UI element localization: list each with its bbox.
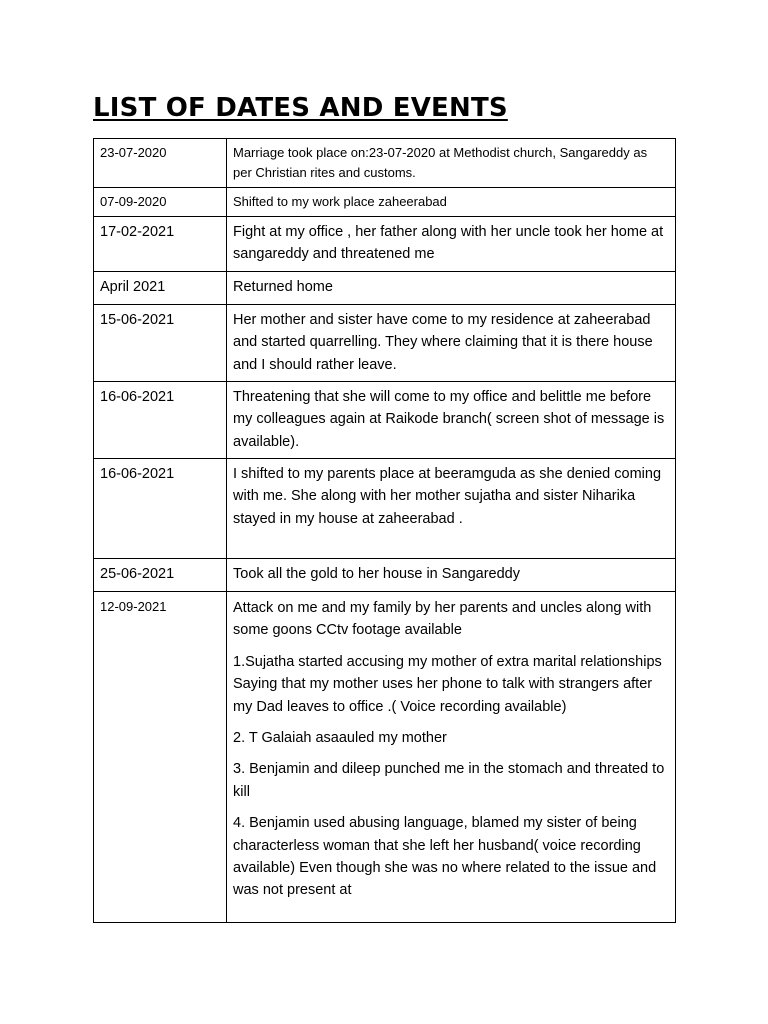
event-description — [227, 305, 676, 382]
table-row — [94, 459, 676, 559]
event-description — [227, 592, 676, 923]
event-date: April 2021 — [94, 272, 227, 305]
event-description — [227, 272, 676, 305]
event-text: I shifted to my parents place at beeramguda as she denied coming with me. She along with her mother sujatha and sister Niharika stayed in my house at zaheerabad . — [233, 466, 662, 527]
event-date: 16-06-2021 — [94, 459, 227, 559]
event-date: 07-09-2020 — [94, 188, 227, 217]
event-text: Took all the gold to her house in Sangareddy — [233, 566, 520, 582]
event-text: Her mother and sister have come to my residence at zaheerabad and started quarrelling. They where claiming that it is there house and I should rather leave. — [233, 312, 653, 373]
table-row — [94, 559, 676, 592]
events-table — [93, 138, 676, 923]
event-text: 2. T Galaiah asaauled my mother — [233, 730, 447, 747]
event-description — [227, 188, 676, 217]
page-title: LIST OF DATES AND EVENTS — [93, 93, 508, 123]
event-text: 3. Benjamin and dileep punched me in the stomach and threated to kill — [233, 761, 665, 800]
event-description — [227, 559, 676, 592]
event-date: 12-09-2021 — [94, 592, 227, 923]
event-date: 25-06-2021 — [94, 559, 227, 592]
event-text: Attack on me and my family by her parents and uncles along with some goons CCtv footage available — [233, 600, 652, 639]
event-date: 17-02-2021 — [94, 217, 227, 272]
table-row — [94, 305, 676, 382]
event-description — [227, 139, 676, 188]
table-row — [94, 139, 676, 188]
event-description — [227, 217, 676, 272]
event-description — [227, 459, 676, 559]
event-text: Shifted to my work place zaheerabad — [233, 194, 447, 209]
event-text: Returned home — [233, 279, 333, 295]
event-text: Fight at my office , her father along with her uncle took her home at sangareddy and threatened me — [233, 224, 664, 263]
table-row — [94, 188, 676, 217]
table-row — [94, 592, 676, 923]
event-date: 16-06-2021 — [94, 382, 227, 459]
event-date: 15-06-2021 — [94, 305, 227, 382]
event-date: 23-07-2020 — [94, 139, 227, 188]
event-description — [227, 382, 676, 459]
table-row — [94, 382, 676, 459]
table-row — [94, 272, 676, 305]
event-text: 1.Sujatha started accusing my mother of extra marital relationships Saying that my mother uses her phone to talk with strangers after my Dad leaves to office .( Voice recording available) — [233, 653, 662, 715]
event-text: Threatening that she will come to my office and belittle me before my colleagues again at Raikode branch( screen shot of message is available). — [233, 389, 665, 450]
event-text: 4. Benjamin used abusing language, blamed my sister of being characterless woman that she left her husband( voice recording available) Even though she was no where related to the issue and was not present at — [233, 815, 657, 899]
event-text-clip — [233, 597, 669, 918]
event-text: Marriage took place on:23-07-2020 at Methodist church, Sangareddy as per Christian rites and customs. — [233, 145, 648, 180]
table-row — [94, 217, 676, 272]
